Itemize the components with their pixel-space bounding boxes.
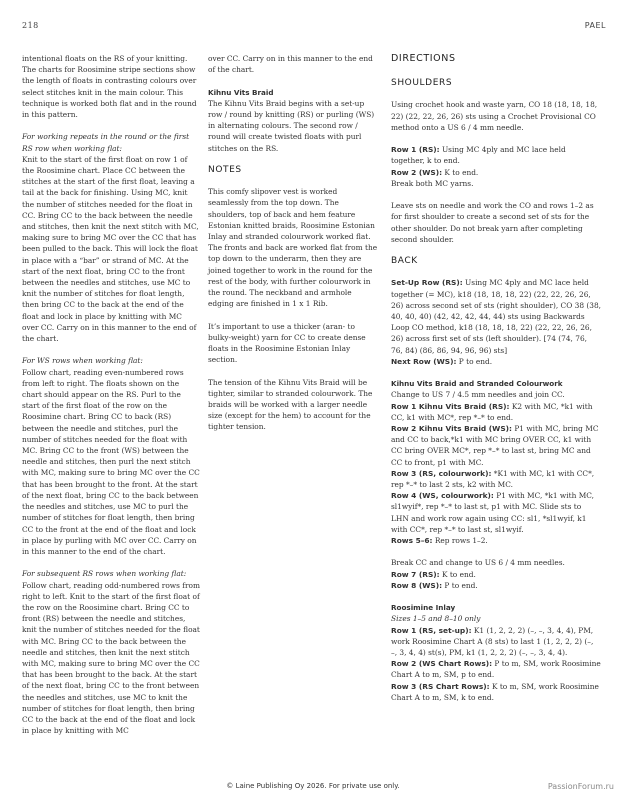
directions-heading: DIRECTIONS (391, 53, 456, 64)
rows-5-6-text: Rep rows 1–2. (432, 536, 488, 546)
column-right (391, 53, 601, 714)
repeats-body: Knit to the start of the first float on row 1 of the Roosimine chart. Place CC between the stitches at the start of the first float, leaving a tail at the back for finishing. Using MC, knit the number of stitches needed for the float in CC. Bring CC to the back between the needle and stitches, then knit the next stitch with MC, making sure to bring MC over the CC that has been pulled to the back. This will lock the float in place with a “bar” or strand of MC. At the start of the next float, bring CC to the front between the needles and stitches, use MC to knit the number of stitches for float length, then bring CC to the back at the end of the float and lock in place by knitting with MC over CC. Carry on in this manner to the end of the chart. (22, 154, 199, 344)
break-cc-text: Break CC and change to US 6 / 4 mm needles. (391, 558, 565, 568)
repeats-section (22, 131, 200, 344)
copyright-footer: © Laine Publishing Oy 2026. For private use only. (226, 782, 400, 790)
shoulders-heading: SHOULDERS (391, 78, 453, 89)
inlay-row1-text: K1 (1, 2, 2, 2) (–, –, 3, 4, 4), PM, work Roosimine Chart A (8 sts) to last 1 (1, 2, 2, 2) (–, –, 3, 4, 4) st(s), PM, k1 (1, 2, 2, 2) (–, –, 3, 4, 4). (391, 625, 594, 658)
colourwork-row4-label: Row 4 (WS, colourwork): (391, 491, 494, 501)
rows-5-6-label: Rows 5–6: (391, 536, 433, 546)
notes-heading: NOTES (208, 165, 242, 175)
notes-paragraph-2: It’s important to use a thicker (aran- to bulky-weight) yarn for CC to create dense floats in the Roosimine Estonian Inlay section. (208, 321, 366, 365)
repeats-heading: For working repeats in the round or the first RS row when working flat: (22, 132, 190, 153)
notes-paragraph-1: This comfy slipover vest is worked seamlessly from the top down. The shoulders, top of back and hem feature Estonian knitted braids, Roosimine Estonian Inlay and stranded colourwork worked flat. The fronts and back are worked flat from the top down to the underarm, then they are joined together to work in the round for the rest of the body, with further colourwork in the round. The neckband and armhole edging are finished in 1 x 1 Rib. (208, 187, 378, 309)
row2-text: K to end. (442, 167, 479, 177)
shoulders-rows (391, 144, 601, 189)
row2-label: Row 2 (WS): (391, 167, 443, 177)
row1-text: Using MC 4ply and MC lace held together, k to end. (391, 145, 566, 166)
inlay-section (391, 602, 601, 703)
inlay-sizes: Sizes 1–5 and 8–10 only (391, 614, 481, 624)
back-heading: BACK (391, 256, 418, 267)
inlay-heading: Roosimine Inlay (391, 603, 456, 613)
braid-section (208, 87, 378, 154)
row1-label: Row 1 (RS): (391, 145, 440, 155)
row8-text: P to end. (442, 580, 478, 590)
pattern-name: PAEL (584, 21, 606, 30)
ws-body: Follow chart, reading even-numbered rows from left to right. The floats shown on the chart should appear on the RS. Purl to the start of the first float of the row on the Roosimine chart. Bring CC to back (RS) between the needle and stitches, purl the number of stitches needed for the float with MC. Bring CC to the front (WS) between the needle and stitches, then purl the next stitch with MC, making sure to bring MC over the CC that has been brought to the front. At the start of the next float, bring CC to the back between the needles and stitches, use MC to purl the number of stitches for float length, then bring CC to the front at the end of the float and lock in place by purling with MC over CC. Carry on in this manner to the end of the chart. (22, 367, 200, 556)
inlay-row1-label: Row 1 (RS, set-up): (391, 625, 472, 635)
break-cc-section (391, 557, 601, 591)
page-number: 218 (22, 21, 39, 30)
shoulders-paragraph-1: Using crochet hook and waste yarn, CO 18 (18, 18, 18, 22) (22, 22, 26, 26) sts using a Crochet Provisional CO method onto a US 6 / 4 mm needle. (391, 100, 598, 132)
intro-paragraph: intentional floats on the RS of your knitting. The charts for Roosimine stripe sections show the length of floats in contrasting colours over select stitches knit in the main colour. This technique is worked both flat and in the round in this pattern. (22, 54, 197, 120)
inlay-row2-text: P to m, SM, work Roosimine Chart A to m, SM, p to end. (391, 659, 601, 680)
row8-label: Row 8 (WS): (391, 580, 443, 590)
braid-row1-text: K2 with MC, *k1 with CC, k1 with MC*, rep *–* to end. (391, 401, 593, 422)
notes-paragraph-3: The tension of the Kihnu Vits Braid will be tighter, similar to stranded colourwork. The braids will be worked with a larger needle size (except for the hem) to account for the tighter tension. (208, 377, 373, 432)
break-mc-text: Break both MC yarns. (391, 178, 474, 188)
rs-body: Follow chart, reading odd-numbered rows from right to left. Knit to the start of the first float of the row on the Roosimine chart. Bring CC to front (RS) between the needle and stitches, knit the number of stitches needed for the float with MC. Bring CC to the back between the needle and stitches, then knit the next stitch with MC, making sure to bring MC over the CC that has been brought to the back. At the start of the next float, bring CC to the front between the needles and stitches, use MC to knit the number of stitches for float length, then bring CC to the back at the end of the float and lock in place by knitting with MC (22, 580, 200, 736)
braid-colourwork-heading: Kihnu Vits Braid and Stranded Colourwork (391, 379, 563, 389)
braid-row2-label: Row 2 Kihnu Vits Braid (WS): (391, 424, 512, 434)
braid-colourwork-section (391, 378, 601, 546)
braid-row1-label: Row 1 Kihnu Vits Braid (RS): (391, 401, 510, 411)
back-setup (391, 277, 601, 367)
column-middle (208, 53, 378, 444)
rs-heading: For subsequent RS rows when working flat: (22, 569, 187, 579)
inlay-row3-text: K to m, SM, work Roosimine Chart A to m, SM, k to end. (391, 681, 599, 702)
column-left (22, 53, 200, 748)
colourwork-row3-text: *K1 with MC, k1 with CC*, rep *–* to last 2 sts, k2 with MC. (391, 468, 595, 490)
row7-text: K to end. (439, 569, 476, 579)
ws-heading: For WS rows when working flat: (22, 356, 143, 366)
ws-section (22, 355, 200, 557)
watermark: PassionForum.ru (547, 782, 614, 791)
braid-heading: Kihnu Vits Braid (208, 87, 274, 97)
continuation-paragraph: over CC. Carry on in this manner to the end of the chart. (208, 54, 373, 75)
shoulders-paragraph-2: Leave sts on needle and work the CO and rows 1–2 as for first shoulder to create a second set of sts for the other shoulder. Do not break yarn after completing second shoulder. (391, 201, 594, 244)
inlay-row2-label: Row 2 (WS Chart Rows): (391, 659, 493, 669)
next-row-text: P to end. (456, 356, 493, 366)
setup-row-label: Set-Up Row (RS): (391, 278, 463, 288)
inlay-row3-label: Row 3 (RS Chart Rows): (391, 681, 490, 691)
colourwork-row3-label: Row 3 (RS, colourwork): (391, 468, 492, 478)
setup-row-text: Using MC 4ply and MC lace held together (= MC), k18 (18, 18, 18, 22) (22, 22, 26, 26, 26) across second set of sts (right shoulder), CO 38 (38, 40, 40, 40) (42, 42, 42, 44, 44) sts using Backwards Loop CO method, k18 (18, 18, 18, 22) (22, 22, 26, 26, 26) across first set of sts (left shoulder). [74 (74, 76, 76, 84) (86, 86, 94, 96, 96) sts] (391, 278, 602, 355)
rs-section (22, 568, 200, 736)
braid-row2-text: P1 with MC, bring MC and CC to back,*k1 with MC bring OVER CC, k1 with CC bring OVER MC*, rep *–* to last st, bring MC and CC to front, p1 with MC. (391, 424, 599, 467)
braid-body: The Kihnu Vits Braid begins with a set-up row / round by knitting (RS) or purling (WS) in alternating colours. The second row / round will create twisted floats with purl stitches on the RS. (208, 98, 375, 153)
change-needles-text: Change to US 7 / 4.5 mm needles and join CC. (391, 390, 565, 400)
next-row-label: Next Row (WS): (391, 356, 457, 366)
row7-label: Row 7 (RS): (391, 569, 440, 579)
colourwork-row4-text: P1 with MC, *k1 with MC, sl1wyif*, rep *–* to last st, p1 with MC. Slide sts to LHN and work row again using CC: sl1, *sl1wyif, k1 with CC*, rep *–* to last st, sl1wyif. (391, 491, 595, 534)
